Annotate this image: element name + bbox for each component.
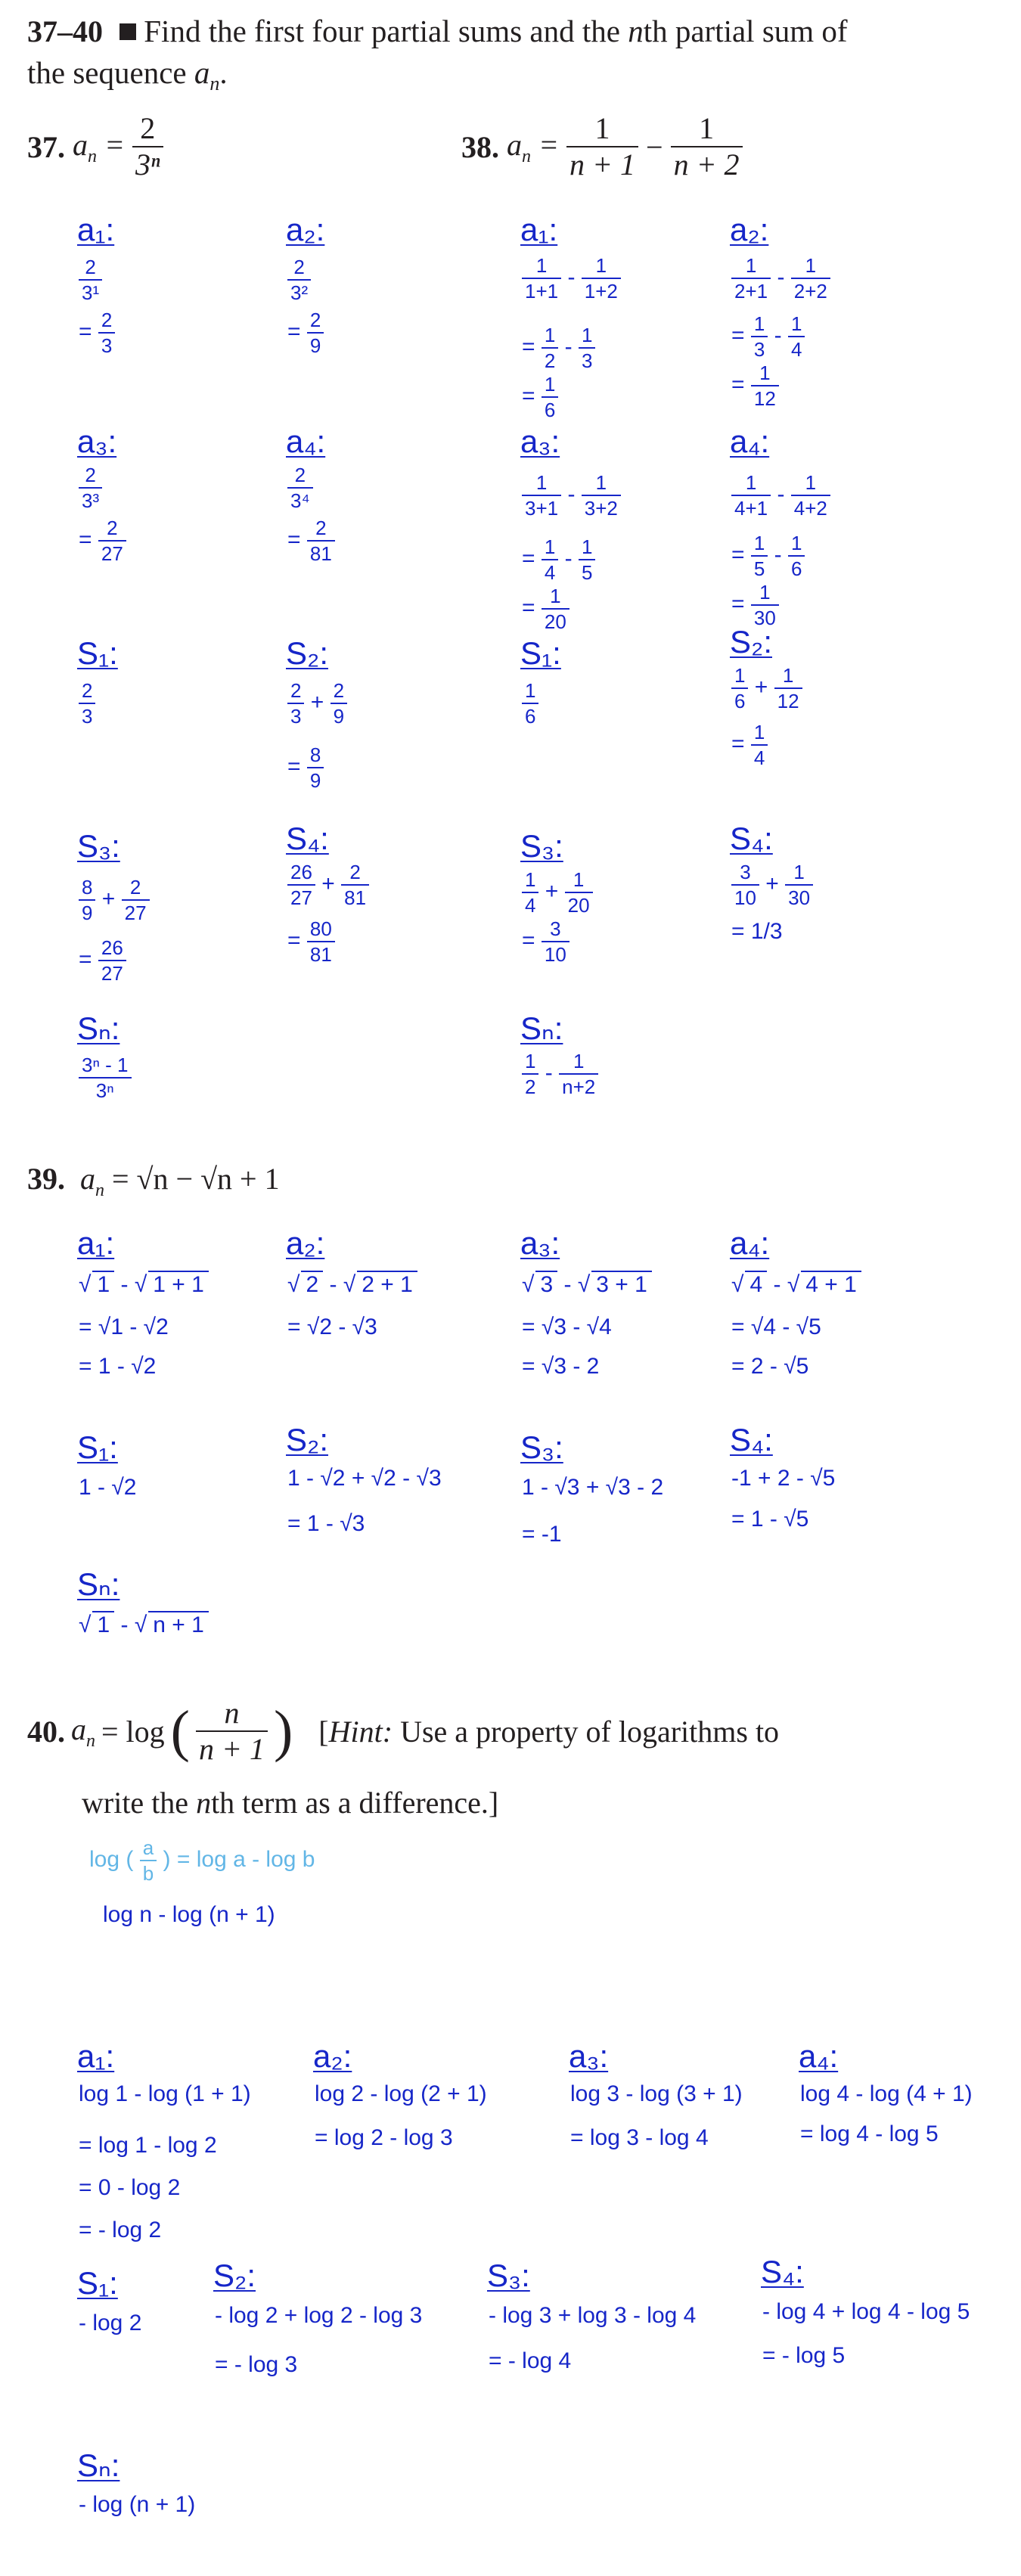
square-bullet-icon <box>119 23 136 40</box>
p40-s1-line1: - log 2 <box>79 2311 142 2335</box>
p40-a3-line2: = log 3 - log 4 <box>570 2125 709 2150</box>
p39-a2-line2: = √2 - √3 <box>287 1314 377 1339</box>
p40-a2-label: a₂: <box>313 2038 352 2074</box>
p37-s2-line2: = $\frac{8}{9}$ <box>287 745 324 790</box>
p39-a4-label: a₄: <box>730 1225 770 1261</box>
p40-s3-line1: - log 3 + log 3 - log 4 <box>489 2303 697 2328</box>
p40-a1-line2: = log 1 - log 2 <box>79 2133 217 2158</box>
p38-a4-label: a₄: <box>730 424 770 459</box>
instructions-n: n <box>628 14 644 48</box>
p40-a1-line3: = 0 - log 2 <box>79 2175 181 2200</box>
p39-a1-line2: = √1 - √2 <box>79 1314 169 1339</box>
p38-a1-line2: = $\frac{1}{2}$ - $\frac{1}{3}$ <box>522 325 595 371</box>
p38-a3-line2: = $\frac{1}{4}$ - $\frac{1}{5}$ <box>522 537 595 582</box>
p37-s3-label: S₃: <box>77 828 120 864</box>
p39-a1-label: a₁: <box>77 1225 115 1261</box>
p39-a3-line3: = √3 - 2 <box>522 1354 600 1379</box>
problem-39-statement <box>27 1161 280 1201</box>
problem-40-rparen: ) <box>273 1699 293 1763</box>
p38-s2-label: S₂: <box>730 624 772 660</box>
p37-s2-line1: $\frac{2}{3}$ + $\frac{2}{9}$ <box>287 681 347 726</box>
p39-a1-line1: √ 1 - √ 1 + 1 <box>79 1271 209 1298</box>
p40-a2-line1: log 2 - log (2 + 1) <box>315 2081 487 2106</box>
p40-s4-line2: = - log 5 <box>762 2343 846 2368</box>
p39-a4-line3: = 2 - √5 <box>731 1354 809 1379</box>
p40-log-property: log ( $\frac{a}{b}$ ) = log a - log b <box>89 1836 315 1885</box>
p40-a4-label: a₄: <box>799 2038 839 2074</box>
p39-a2-label: a₂: <box>286 1225 325 1261</box>
p40-a3-label: a₃: <box>569 2038 609 2074</box>
p40-a1-line4: = - log 2 <box>79 2218 162 2242</box>
instructions-text-3: the sequence <box>27 55 194 90</box>
p37-s3-line1: $\frac{8}{9}$ + $\frac{2}{27}$ <box>79 877 150 923</box>
problem-40-hint-line2: write the nth term as a difference.] <box>82 1786 499 1820</box>
problem-40-number: 40. <box>27 1714 65 1749</box>
p39-s4-label: S₄: <box>730 1422 773 1457</box>
problem-40-an: $a_n$ <box>71 1712 95 1751</box>
p38-s3-line2: = $\frac{3}{10}$ <box>522 919 569 964</box>
p40-a2-line2: = log 2 - log 3 <box>315 2125 453 2150</box>
problem-37-statement <box>27 113 163 180</box>
problem-39-formula: = √n − √n + 1 <box>112 1162 280 1196</box>
p38-a2-line2: = $\frac{1}{3}$ - $\frac{1}{4}$ <box>731 314 805 359</box>
p39-a3-line1: √ 3 - √ 3 + 1 <box>522 1271 652 1298</box>
p38-s3-line1: $\frac{1}{4}$ + $\frac{1}{20}$ <box>522 870 593 915</box>
p37-a2-line2: = $\frac{2}{9}$ <box>287 310 324 355</box>
p38-s1-label: S₁: <box>520 635 561 671</box>
p37-s2-label: S₂: <box>286 635 328 671</box>
p38-a4-line2: = $\frac{1}{5}$ - $\frac{1}{6}$ <box>731 533 805 579</box>
p38-a2-line3: = $\frac{1}{12}$ <box>731 363 779 408</box>
p37-a1-label: a₁: <box>77 212 115 247</box>
p37-sn-label: Sₙ: <box>77 1010 120 1046</box>
p40-sn-line1: - log (n + 1) <box>79 2492 196 2517</box>
p38-a3-label: a₃: <box>520 424 560 459</box>
p37-a1-line1: $\frac{2}{\text{3¹}}$ <box>79 257 102 303</box>
p37-s3-line2: = $\frac{26}{27}$ <box>79 938 126 983</box>
problem-38-number: 38. <box>461 129 499 164</box>
p38-a2-label: a₂: <box>730 212 769 247</box>
problem-instructions <box>27 11 995 104</box>
problem-37-number: 37. <box>27 129 65 164</box>
problem-40-hint: [Hint: Use a property of logarithms to <box>318 1714 780 1749</box>
p38-s2-line1: $\frac{1}{6}$ + $\frac{1}{12}$ <box>731 666 802 711</box>
problem-range: 37–40 <box>27 14 103 48</box>
p40-sn-label: Sₙ: <box>77 2447 120 2483</box>
problem-40-frac: $\frac{n}{n + 1}$ <box>196 1698 268 1764</box>
p38-a2-line1: $\frac{1}{2+1}$ - $\frac{1}{2+2}$ <box>731 256 830 301</box>
problem-37-an: $a_n$ = <box>73 127 125 166</box>
problem-38-minus: − <box>646 129 663 164</box>
problem-38-frac2: $\frac{1}{n + 2}$ <box>671 113 743 180</box>
p37-s4-line2: = $\frac{80}{81}$ <box>287 919 335 964</box>
p38-a3-line1: $\frac{1}{3+1}$ - $\frac{1}{3+2}$ <box>522 473 621 518</box>
p38-a4-line1: $\frac{1}{4+1}$ - $\frac{1}{4+2}$ <box>731 473 830 518</box>
p40-a3-line1: log 3 - log (3 + 1) <box>570 2081 743 2106</box>
problem-40-formula-pre: = log <box>101 1714 165 1749</box>
p39-a4-line1: √ 4 - √ 4 + 1 <box>731 1271 861 1298</box>
p40-s3-label: S₃: <box>487 2258 530 2293</box>
p39-s2-line2: = 1 - √3 <box>287 1511 365 1536</box>
problem-40-statement <box>27 1698 779 1764</box>
p40-s1-label: S₁: <box>77 2265 118 2301</box>
p38-s1-line1: $\frac{1}{6}$ <box>522 681 538 726</box>
p39-s1-label: S₁: <box>77 1429 118 1465</box>
p37-s1-label: S₁: <box>77 635 118 671</box>
p40-s2-label: S₂: <box>213 2258 256 2293</box>
p37-a4-line2: = $\frac{2}{81}$ <box>287 518 335 563</box>
p37-a2-label: a₂: <box>286 212 325 247</box>
p40-a1-line1: log 1 - log (1 + 1) <box>79 2081 251 2106</box>
p39-s1-line1: 1 - √2 <box>79 1475 137 1500</box>
p38-a4-line3: = $\frac{1}{30}$ <box>731 582 779 628</box>
p40-s2-line2: = - log 3 <box>215 2352 298 2377</box>
p40-general-term: log n - log (n + 1) <box>103 1902 275 1927</box>
p39-a2-line1: √ 2 - √ 2 + 1 <box>287 1271 417 1298</box>
p39-a3-label: a₃: <box>520 1225 560 1261</box>
p39-a4-line2: = √4 - √5 <box>731 1314 821 1339</box>
p38-a1-line3: = $\frac{1}{6}$ <box>522 374 558 420</box>
p39-sn-line1: √ 1 - √ n + 1 <box>79 1611 209 1638</box>
p37-s1-line1: $\frac{2}{3}$ <box>79 681 95 726</box>
p37-a4-label: a₄: <box>286 424 326 459</box>
problem-38-frac1: $\frac{1}{n + 1}$ <box>566 113 638 180</box>
problem-37-formula: $\frac{2}{\text{3ⁿ}}$ <box>132 113 163 180</box>
p39-sn-label: Sₙ: <box>77 1566 120 1602</box>
p40-s3-line2: = - log 4 <box>489 2348 572 2373</box>
p38-a1-line1: $\frac{1}{1+1}$ - $\frac{1}{1+2}$ <box>522 256 621 301</box>
p38-a1-label: a₁: <box>520 212 558 247</box>
p37-sn-line1: $\frac{\text{3ⁿ - 1}}{\text{3ⁿ}}$ <box>79 1055 132 1100</box>
p37-a3-line1: $\frac{2}{\text{3³}}$ <box>79 465 102 511</box>
p39-a3-line2: = √3 - √4 <box>522 1314 612 1339</box>
p37-s4-label: S₄: <box>286 821 329 856</box>
p38-s4-label: S₄: <box>730 821 773 856</box>
p40-s4-line1: - log 4 + log 4 - log 5 <box>762 2299 970 2324</box>
p39-s4-line2: = 1 - √5 <box>731 1507 809 1532</box>
instructions-text-1: Find the first four partial sums and the <box>144 14 628 48</box>
instructions-text-2: th partial sum of <box>643 14 848 48</box>
instructions-a: a <box>194 55 210 90</box>
p40-s4-label: S₄: <box>761 2254 804 2289</box>
p38-s4-line1: $\frac{3}{10}$ + $\frac{1}{30}$ <box>731 862 813 908</box>
p38-s4-line2: = 1/3 <box>731 919 783 944</box>
p40-a4-line2: = log 4 - log 5 <box>800 2121 939 2146</box>
p37-s4-line1: $\frac{26}{27}$ + $\frac{2}{81}$ <box>287 862 369 908</box>
problem-40-lparen: ( <box>170 1699 190 1763</box>
p40-s2-line1: - log 2 + log 2 - log 3 <box>215 2303 423 2328</box>
problem-38-statement <box>461 113 743 180</box>
p39-a1-line3: = 1 - √2 <box>79 1354 157 1379</box>
p38-s3-label: S₃: <box>520 828 563 864</box>
p37-a3-line2: = $\frac{2}{27}$ <box>79 518 126 563</box>
p38-sn-line1: $\frac{1}{2}$ - $\frac{1}{n+2}$ <box>522 1051 598 1097</box>
p39-s3-line1: 1 - √3 + √3 - 2 <box>522 1475 664 1500</box>
p38-s2-line2: = $\frac{1}{4}$ <box>731 722 768 768</box>
p37-a3-label: a₃: <box>77 424 117 459</box>
problem-38-an: $a_n$ = <box>507 127 559 166</box>
p39-s4-line1: -1 + 2 - √5 <box>731 1466 836 1491</box>
instructions-sub: n <box>209 73 220 95</box>
p40-a4-line1: log 4 - log (4 + 1) <box>800 2081 973 2106</box>
p39-s3-line2: = -1 <box>522 1522 562 1547</box>
p39-s3-label: S₃: <box>520 1429 563 1465</box>
p37-a4-line1: $\frac{2}{\text{3⁴}}$ <box>287 465 313 511</box>
p40-a1-label: a₁: <box>77 2038 115 2074</box>
p38-sn-label: Sₙ: <box>520 1010 563 1046</box>
p38-a3-line3: = $\frac{1}{20}$ <box>522 586 569 632</box>
p39-s2-line1: 1 - √2 + √2 - √3 <box>287 1466 442 1491</box>
p39-s2-label: S₂: <box>286 1422 328 1457</box>
problem-39-number: 39. <box>27 1162 65 1196</box>
problem-39-an: $a_n$ <box>80 1162 104 1200</box>
p37-a2-line1: $\frac{2}{\text{3²}}$ <box>287 257 311 303</box>
p37-a1-line2: = $\frac{2}{3}$ <box>79 310 115 355</box>
instructions-period: . <box>219 55 228 90</box>
